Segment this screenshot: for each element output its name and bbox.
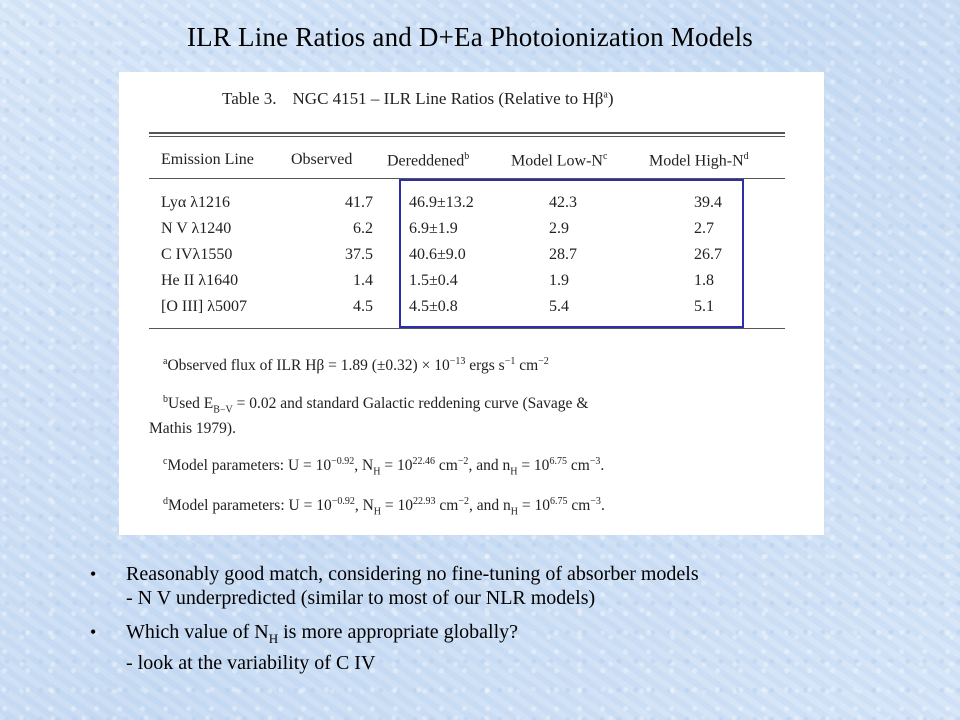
header-model-high: Model High-$N^d$ <box>649 151 749 170</box>
header-observed: Observed <box>291 151 353 168</box>
caption-footnote-mark: a <box>603 89 608 101</box>
cell-observed: 41.7 <box>345 194 373 211</box>
cell-emission-line: [O III] λ5007 <box>161 298 247 315</box>
slide-title: ILR Line Ratios and D+Ea Photoionization Models <box>186 22 754 52</box>
cell-model-low: 28.7 <box>549 246 577 263</box>
cell-model-high: 2.7 <box>694 220 714 237</box>
footnote-a: $^a$Observed flux of ILR Hβ = 1.89 $(\pm 0.32) \times 10^{-13}$ ergs $s^{-1}$ $cm^{-2}$ <box>163 356 549 375</box>
cell-model-low: 42.3 <box>549 194 577 211</box>
table-caption-text: NGC 4151 – ILR Line Ratios (Relative to Hβ <box>292 89 604 108</box>
bullet-text: Reasonably good match, considering no fine-tuning of absorber models <box>126 563 699 585</box>
cell-emission-line: C IVλ1550 <box>161 246 233 263</box>
cell-emission-line: He II λ1640 <box>161 272 239 289</box>
header-emission-line: Emission Line <box>161 151 254 168</box>
bullet-text: Which value of $N_H$ is more appropriate globally? <box>126 621 519 646</box>
caption-close: ) <box>607 89 614 108</box>
cell-dereddened: 6.9±1.9 <box>409 220 458 237</box>
cell-emission-line: N V λ1240 <box>161 220 232 237</box>
footnote-d: $^d$Model parameters: $U = 10^{-0.92}$, $N_H = 10^{22.93}$ $cm^{-2}$, and $n_H = 10^{6.75}$ $cm^{-3}$. <box>163 496 605 518</box>
cell-model-high: 39.4 <box>694 194 722 211</box>
bullet-item <box>90 620 930 675</box>
table-caption-number: Table 3. <box>222 89 277 108</box>
footnote-c: $^c$Model parameters: $U = 10^{-0.92}$, $N_H = 10^{22.46}$ $cm^{-2}$, and $n_H = 10^{6.75}$ $cm^{-3}$. <box>163 456 605 478</box>
cell-observed: 6.2 <box>353 220 373 237</box>
cell-emission-line: Lyα λ1216 <box>161 194 231 211</box>
cell-model-low: 2.9 <box>549 220 569 237</box>
cell-dereddened: 4.5±0.8 <box>409 298 458 315</box>
cell-observed: 1.4 <box>353 272 373 289</box>
header-model-low: Model Low-$N^c$ <box>511 151 608 170</box>
bullet-icon: • <box>90 564 97 584</box>
footnote-b: $^b$Used $E_{B-V} = 0.02$ and standard Galactic reddening curve (Savage & <box>163 394 589 416</box>
bullet-icon: • <box>90 622 97 642</box>
cell-model-high: 1.8 <box>694 272 714 289</box>
table-caption <box>222 89 613 109</box>
bullet-item <box>90 562 930 610</box>
cell-model-low: 5.4 <box>549 298 569 315</box>
bullet-list <box>90 562 930 685</box>
header-dereddened: Dereddened$^b$ <box>387 151 470 170</box>
cell-model-high: 5.1 <box>694 298 714 315</box>
bullet-subtext: - N V underpredicted (similar to most of our NLR models) <box>126 587 596 609</box>
cell-observed: 37.5 <box>345 246 373 263</box>
table-top-rule <box>149 132 785 134</box>
table-bottom-rule <box>149 328 785 329</box>
footnote-b-continuation: Mathis 1979). <box>149 420 236 437</box>
cell-model-high: 26.7 <box>694 246 722 263</box>
table-top-rule-2 <box>149 136 785 137</box>
cell-dereddened: 46.9±13.2 <box>409 194 474 211</box>
bullet-subtext: - look at the variability of C IV <box>126 652 376 674</box>
cell-dereddened: 1.5±0.4 <box>409 272 458 289</box>
cell-dereddened: 40.6±9.0 <box>409 246 466 263</box>
table-image-panel <box>119 72 824 535</box>
cell-model-low: 1.9 <box>549 272 569 289</box>
cell-observed: 4.5 <box>353 298 373 315</box>
